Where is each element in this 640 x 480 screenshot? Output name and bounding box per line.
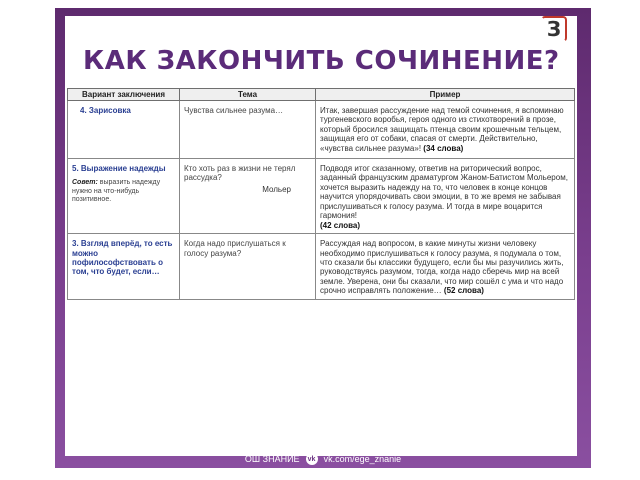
variant-label: 4. Зарисовка: [80, 106, 131, 115]
topic-text: Кто хоть раз в жизни не терял рассудка?: [184, 164, 296, 183]
logo-ring: [541, 16, 567, 42]
advice-label: Совет:: [72, 179, 98, 187]
example-cell: [316, 234, 575, 300]
header-variant: Вариант заключения: [68, 89, 180, 101]
slide-background: [55, 8, 591, 468]
variant-cell: [68, 159, 180, 234]
topic-text: Чувства сильнее разума…: [184, 106, 284, 115]
variant-label: 3. Взгляд вперёд, то есть можно пофилософствовать о том, что будет, если…: [72, 239, 173, 277]
conclusion-table: [67, 88, 575, 300]
footer-link[interactable]: vk.com/ege_znanie: [323, 454, 402, 464]
advice-text: выразить надежду нужно на что-нибудь позитивное.: [72, 179, 161, 203]
example-text: Рассуждая над вопросом, в какие минуты жизни человеку необходимо прислушиваться к голосу разума, я подумала о том, что сказали бы классики будущего, если бы мы разучились жить, руководствуясь разумом, тогда, когда надо сберечь мир на всей земле. Уверена, они бы сказали, что мир сошёл с ума и что надо срочно исправлять положение…: [320, 239, 564, 296]
example-text: Итак, завершая рассуждение над темой сочинения, я вспоминаю тургеневского воробья, героя одного из стихотворений в прозе, который бросился защищать птенца своим крошечным тельцем, защищая его от собаки, спасая от смерти. Действительно, «чувства сильнее разума»!: [320, 106, 564, 153]
header-topic: Тема: [180, 89, 316, 101]
variant-cell: [68, 234, 180, 300]
topic-cell: [180, 159, 316, 234]
example-cell: [316, 101, 575, 159]
table-header-row: [68, 89, 575, 101]
table-row: [68, 159, 575, 234]
znanie-logo-icon: [541, 16, 567, 42]
variant-label: 5. Выражение надежды: [72, 164, 166, 173]
topic-text: Когда надо прислушаться к голосу разума?: [184, 239, 286, 258]
topic-cell: [180, 234, 316, 300]
variant-cell: [68, 101, 180, 159]
table-row: [68, 234, 575, 300]
advice-note: [72, 179, 175, 204]
vk-icon: vk: [306, 453, 318, 465]
page-title: КАК ЗАКОНЧИТЬ СОЧИНЕНИЕ?: [83, 46, 560, 76]
word-count: (42 слова): [320, 220, 361, 230]
word-count: (52 слова): [443, 286, 484, 296]
footer-brand: ОШ ЗНАНИЕ: [244, 454, 300, 464]
footer: [55, 452, 591, 466]
logo-letter: З: [546, 17, 562, 41]
example-text: Подводя итог сказанному, ответив на риторический вопрос, заданный французским драматургом Жаном-Батистом Мольером, хочется выразить надежду на то, что человек в конце концов научится упорядочивать свои эмоции, в то же время не забывая прислушиваться к голосу разума. И тогда в мире воцарится гармония!: [320, 164, 568, 221]
header-example: Пример: [316, 89, 575, 101]
content-card: [65, 16, 577, 456]
table-row: [68, 101, 575, 159]
topic-author: Мольер: [262, 184, 291, 194]
word-count: (34 слова): [423, 143, 464, 153]
topic-cell: [180, 101, 316, 159]
example-cell: [316, 159, 575, 234]
